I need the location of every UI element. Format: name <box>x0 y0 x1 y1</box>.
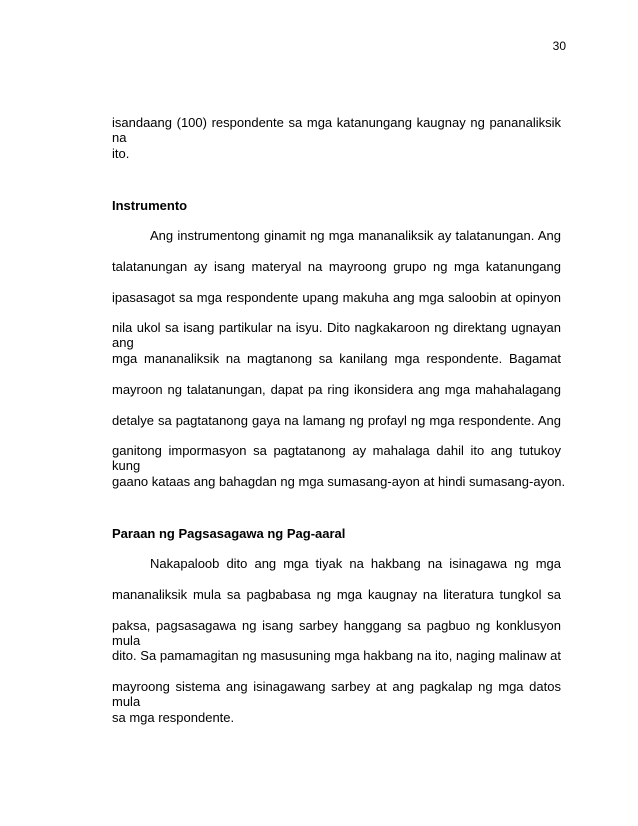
paragraph-line: ipasasagot sa mga respondente upang makuha ang mga saloobin at opinyon <box>112 290 561 305</box>
paragraph-line: Nakapaloob dito ang mga tiyak na hakbang na isinagawa ng mga <box>150 556 561 571</box>
paragraph-line: mga mananaliksik na magtanong sa kanilang mga respondente. Bagamat <box>112 351 561 366</box>
paragraph-line: Ang instrumentong ginamit ng mga mananaliksik ay talatanungan. Ang <box>150 228 561 243</box>
paragraph-line: gaano kataas ang bahagdan ng mga sumasang-ayon at hindi sumasang-ayon. <box>112 474 566 489</box>
paragraph-line: sa mga respondente. <box>112 710 235 725</box>
section-heading: Instrumento <box>112 198 188 213</box>
paragraph-line: detalye sa pagtatanong gaya na lamang ng profayl ng mga respondente. Ang <box>112 413 561 428</box>
paragraph-line: ganitong impormasyon sa pagtatanong ay mahalaga dahil ito ang tutukoy kung <box>112 443 561 473</box>
paragraph-line: mayroon ng talatanungan, dapat pa ring ikonsidera ang mga mahahalagang <box>112 382 561 397</box>
paragraph-line: paksa, pagsasagawa ng isang sarbey hanggang sa pagbuo ng konklusyon mula <box>112 618 561 648</box>
paragraph-line: ito. <box>112 146 130 161</box>
page-number: 30 <box>552 39 566 53</box>
section-heading: Paraan ng Pagsasagawa ng Pag-aaral <box>112 526 346 541</box>
paragraph-line: isandaang (100) respondente sa mga katanungang kaugnay ng pananaliksik na <box>112 115 561 145</box>
paragraph-line: nila ukol sa isang partikular na isyu. Dito nagkakaroon ng direktang ugnayan ang <box>112 320 561 350</box>
paragraph-line: dito. Sa pamamagitan ng masusuning mga hakbang na ito, naging malinaw at <box>112 648 561 663</box>
paragraph-line: mananaliksik mula sa pagbabasa ng mga kaugnay na literatura tungkol sa <box>112 587 561 602</box>
paragraph-line: mayroong sistema ang isinagawang sarbey at ang pagkalap ng mga datos mula <box>112 679 561 709</box>
paragraph-line: talatanungan ay isang materyal na mayroong grupo ng mga katanungang <box>112 259 561 274</box>
